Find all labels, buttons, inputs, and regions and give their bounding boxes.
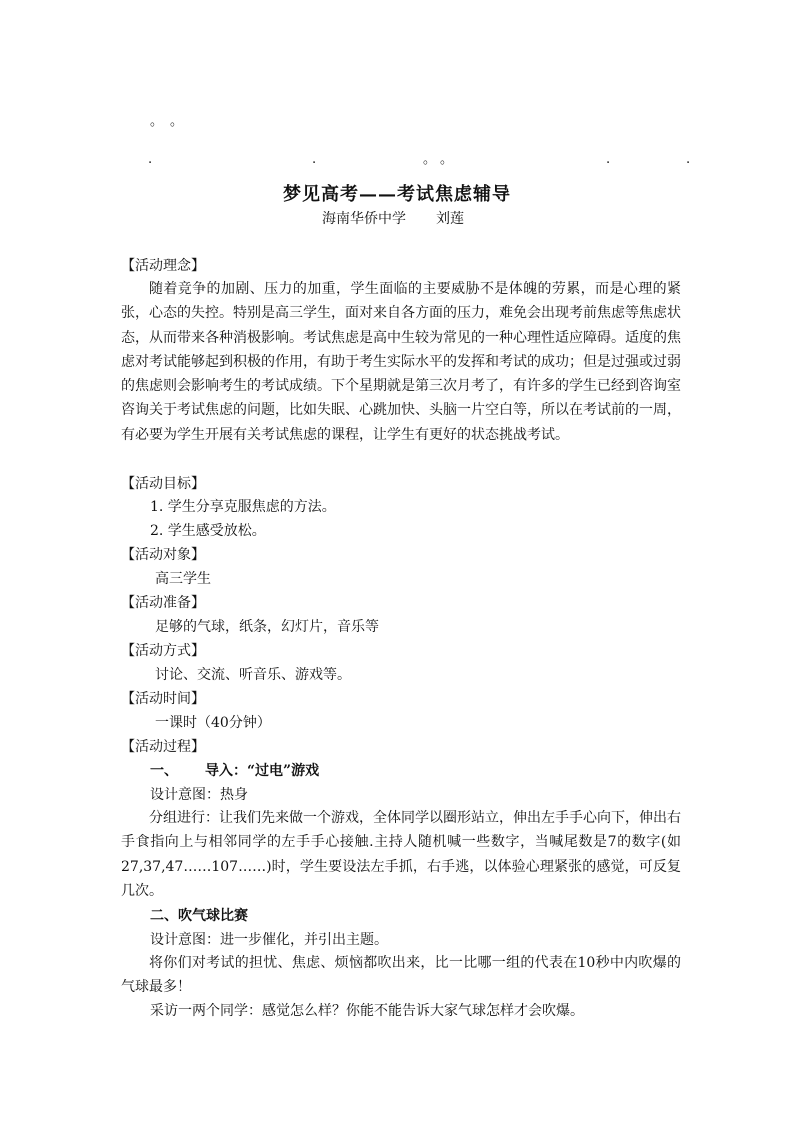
row-dot-5: . [606,152,611,167]
author-name: 刘莲 [436,211,464,227]
method-text: 讨论、交流、听音乐、游戏等。 [155,667,351,683]
top-mark-1: 。 [150,114,164,129]
step1-intent: 设计意图：热身 [150,787,248,803]
row-dot-4: 。 [440,152,454,167]
step2-interview: 采访一两个同学：感觉怎么样？你能不能告诉大家气球怎样才会吹爆。 [150,1003,584,1019]
time-text: 一课时（40分钟） [155,715,271,731]
step1-number: 一、 [150,763,178,779]
section-heading-time: 【活动时间】 [121,691,205,707]
step1-title: 导入：“过电”游戏 [205,763,320,779]
prep-text: 足够的气球，纸条，幻灯片，音乐等 [155,619,379,635]
top-mark-2: 。 [170,114,184,129]
section-heading-goals: 【活动目标】 [121,476,205,492]
goal-item-1: 1. 学生分享克服焦虑的方法。 [150,499,336,515]
document-title: 梦见高考——考试焦虑辅导 [283,184,511,205]
row-dot-3: 。 [423,152,437,167]
section-heading-prep: 【活动准备】 [121,595,205,611]
byline [322,208,464,228]
section-heading-target: 【活动对象】 [121,547,205,563]
step2-intent: 设计意图：进一步催化，并引出主题。 [150,932,388,948]
step2-body: 将你们对考试的担忧、焦虑、烦恼都吹出来，比一比哪一组的代表在10秒中内吹爆的气球最多！ [121,955,681,996]
step2-title: 二、吹气球比赛 [150,908,248,924]
section-heading-method: 【活动方式】 [121,643,205,659]
goal-item-2: 2. 学生感受放松。 [150,523,266,539]
school-name: 海南华侨中学 [322,211,406,227]
concept-paragraph: 随着竞争的加剧、压力的加重，学生面临的主要威胁不是体魄的劳累，而是心理的紧张，心态的失控。特别是高三学生，面对来自各方面的压力，难免会出现考前焦虑等焦虑状态，从而带来各种消极影响。考试焦虑是高中生较为常见的一种心理性适应障碍。适度的焦虑对考试能够起到积极的作用，有助于考生实际水平的发挥和考试的成功；但是过强或过弱的焦虑则会影响考生的考试成绩。下个星期就是第三次月考了，有许多的学生已经到咨询室咨询关于考试焦虑的问题，比如失眠、心跳加快、头脑一片空白等，所以在考试前的一周，有必要为学生开展有关考试焦虑的课程，让学生有更好的状态挑战考试。 [121,281,681,443]
row-dot-6: . [686,152,691,167]
section-heading-concept: 【活动理念】 [121,258,205,274]
row-dot-2: . [312,152,317,167]
row-dot-1: . [148,152,153,167]
target-text: 高三学生 [155,571,211,587]
section-heading-process: 【活动过程】 [121,739,205,755]
step1-body: 分组进行：让我们先来做一个游戏，全体同学以圈形站立，伸出左手手心向下，伸出右手食指向上与相邻同学的左手手心接触.主持人随机喊一些数字，当喊尾数是7的数字(如27,37,47……107……)时，学生要设法左手抓，右手逃，以体验心理紧张的感觉，可反复几次。 [121,810,681,899]
